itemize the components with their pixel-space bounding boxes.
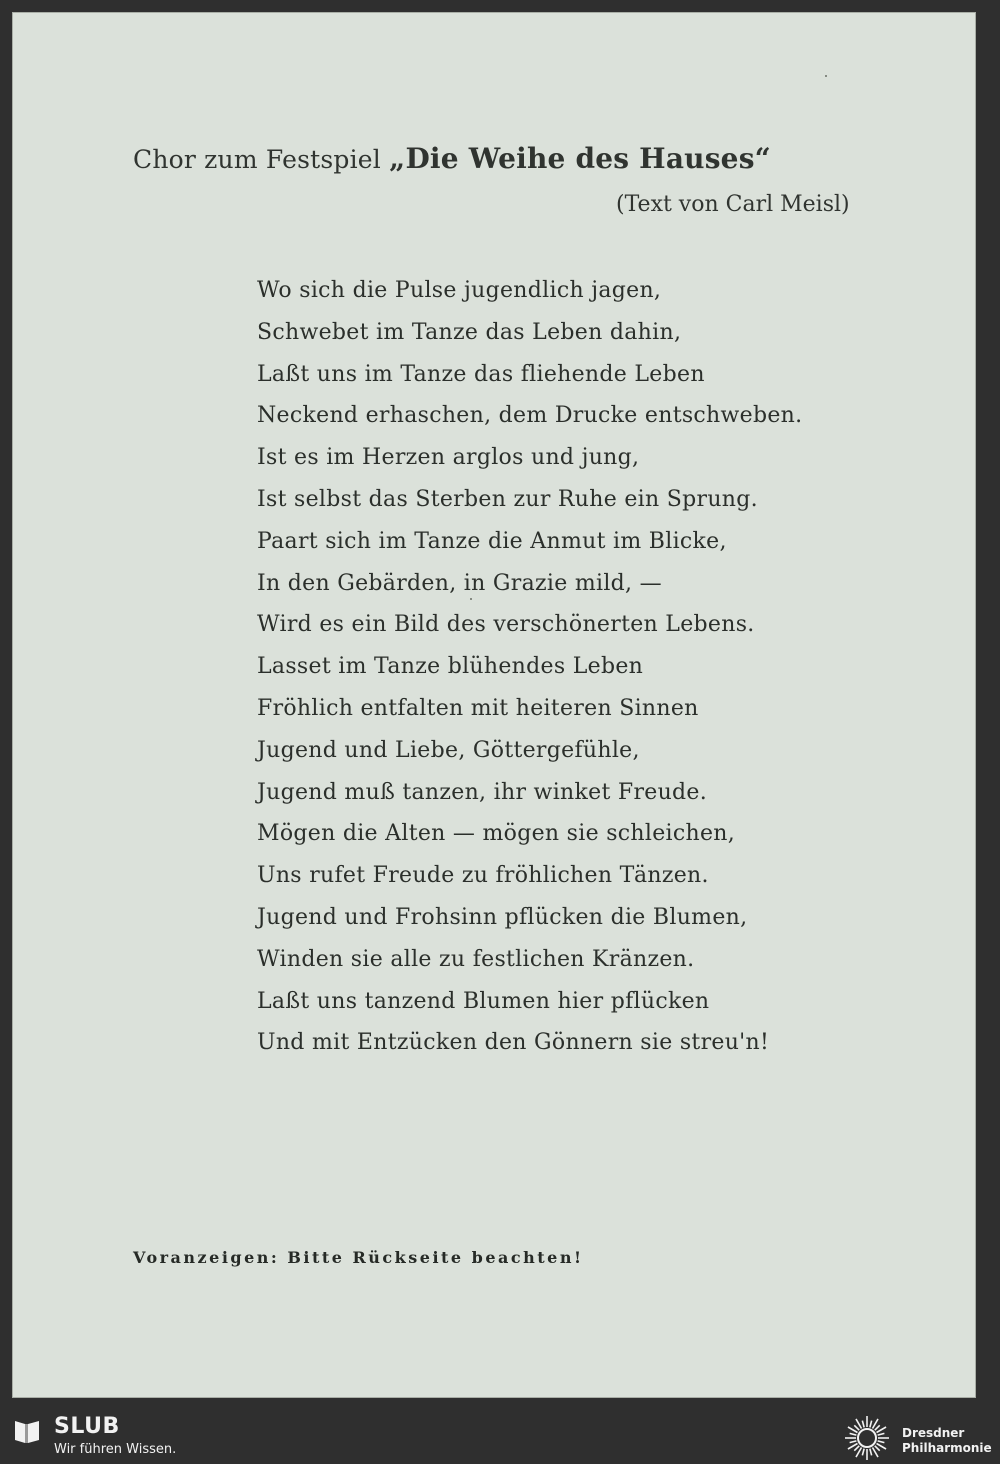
scanned-page <box>12 12 976 1398</box>
viewer-footer-bar <box>0 1410 1000 1464</box>
poem-line: Jugend muß tanzen, ihr winket Freude. <box>257 779 708 805</box>
poem-line: Jugend und Liebe, Göttergefühle, <box>257 737 640 763</box>
philharmonie-name-line1: Dresdner <box>902 1426 965 1440</box>
poem-line: Und mit Entzücken den Gönnern sie streu'n! <box>257 1030 770 1056</box>
title-prefix: Chor zum Festspiel <box>133 145 381 174</box>
paper-speck <box>470 598 472 600</box>
slub-tagline: Wir führen Wissen. <box>54 1442 177 1457</box>
dresdner-philharmonie-sunburst-icon <box>842 1414 892 1462</box>
document-title <box>133 142 771 175</box>
paper-speck <box>825 75 827 77</box>
poem-line: Jugend und Frohsinn pflücken die Blumen, <box>257 904 748 930</box>
poem-line: Winden sie alle zu festlichen Kränzen. <box>257 946 695 972</box>
poem-line: Laßt uns im Tanze das fliehende Leben <box>257 361 705 387</box>
poem-line: Mögen die Alten — mögen sie schleichen, <box>257 821 736 847</box>
footer-notice: Voranzeigen: Bitte Rückseite beachten! <box>133 1248 584 1267</box>
poem-line: In den Gebärden, in Grazie mild, — <box>257 570 662 596</box>
poem-line: Ist es im Herzen arglos und jung, <box>257 445 640 471</box>
philharmonie-name <box>902 1426 992 1456</box>
title-work-name: „Die Weihe des Hauses“ <box>389 142 771 175</box>
author-note: (Text von Carl Meisl) <box>616 192 850 217</box>
poem-line: Paart sich im Tanze die Anmut im Blicke, <box>257 528 727 554</box>
poem-line: Lasset im Tanze blühendes Leben <box>257 654 644 680</box>
slub-book-icon <box>12 1416 42 1446</box>
poem-line: Wird es ein Bild des verschönerten Lebens. <box>257 612 755 638</box>
poem-line: Uns rufet Freude zu fröhlichen Tänzen. <box>257 863 709 889</box>
poem-line: Neckend erhaschen, dem Drucke entschweben. <box>257 403 803 429</box>
philharmonie-name-line2: Philharmonie <box>902 1441 992 1455</box>
poem-line: Ist selbst das Sterben zur Ruhe ein Sprung. <box>257 486 758 512</box>
slub-name: SLUB <box>54 1414 120 1439</box>
poem-line: Laßt uns tanzend Blumen hier pflücken <box>257 988 710 1014</box>
poem-line: Fröhlich entfalten mit heiteren Sinnen <box>257 695 699 721</box>
poem-line: Schwebet im Tanze das Leben dahin, <box>257 319 682 345</box>
poem-line: Wo sich die Pulse jugendlich jagen, <box>257 278 662 303</box>
poem-text <box>257 270 857 1064</box>
